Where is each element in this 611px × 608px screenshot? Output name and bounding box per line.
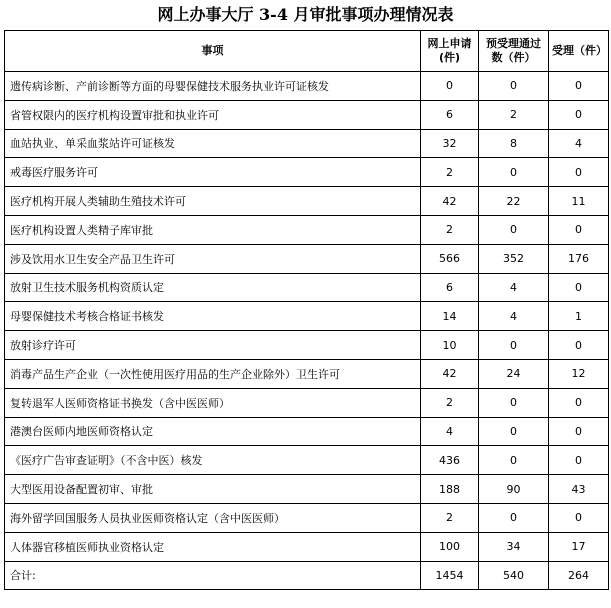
online-count: 0 xyxy=(421,72,479,101)
item-name: 医疗机构开展人类辅助生殖技术许可 xyxy=(5,187,421,216)
table-row xyxy=(5,417,609,446)
table-row xyxy=(5,388,609,417)
header-item: 事项 xyxy=(5,31,421,72)
table-row xyxy=(5,532,609,561)
pre-accepted-count: 0 xyxy=(479,446,549,475)
table-row xyxy=(5,244,609,273)
online-count: 42 xyxy=(421,359,479,388)
item-name: 消毒产品生产企业（一次性使用医疗用品的生产企业除外）卫生许可 xyxy=(5,359,421,388)
online-count: 100 xyxy=(421,532,479,561)
accepted-count: 264 xyxy=(549,561,609,590)
table-row xyxy=(5,158,609,187)
accepted-count: 0 xyxy=(549,273,609,302)
online-count: 2 xyxy=(421,215,479,244)
pre-accepted-count: 4 xyxy=(479,302,549,331)
online-count: 566 xyxy=(421,244,479,273)
item-name: 母婴保健技术考核合格证书核发 xyxy=(5,302,421,331)
header-online-applications: 网上申请(件) xyxy=(421,31,479,72)
pre-accepted-count: 24 xyxy=(479,359,549,388)
pre-accepted-count: 90 xyxy=(479,475,549,504)
total-label: 合计: xyxy=(5,561,421,590)
online-count: 14 xyxy=(421,302,479,331)
item-name: 人体器官移植医师执业资格认定 xyxy=(5,532,421,561)
table-row xyxy=(5,302,609,331)
online-count: 2 xyxy=(421,503,479,532)
item-name: 海外留学回国服务人员执业医师资格认定（含中医医师） xyxy=(5,503,421,532)
approval-table xyxy=(4,30,609,590)
table-row xyxy=(5,503,609,532)
online-count: 6 xyxy=(421,273,479,302)
accepted-count: 12 xyxy=(549,359,609,388)
accepted-count: 43 xyxy=(549,475,609,504)
pre-accepted-count: 0 xyxy=(479,158,549,187)
accepted-count: 1 xyxy=(549,302,609,331)
item-name: 复转退军人医师资格证书换发（含中医医师） xyxy=(5,388,421,417)
accepted-count: 0 xyxy=(549,331,609,360)
table-row xyxy=(5,100,609,129)
table-row xyxy=(5,273,609,302)
accepted-count: 0 xyxy=(549,158,609,187)
table-title: 网上办事大厅 3-4 月审批事项办理情况表 xyxy=(157,5,454,24)
item-name: 大型医用设备配置初审、审批 xyxy=(5,475,421,504)
accepted-count: 176 xyxy=(549,244,609,273)
item-name: 放射诊疗许可 xyxy=(5,331,421,360)
table-row xyxy=(5,187,609,216)
pre-accepted-count: 540 xyxy=(479,561,549,590)
item-name: 放射卫生技术服务机构资质认定 xyxy=(5,273,421,302)
accepted-count: 17 xyxy=(549,532,609,561)
item-name: 医疗机构设置人类精子库审批 xyxy=(5,215,421,244)
header-pre-accepted: 预受理通过数（件） xyxy=(479,31,549,72)
online-count: 2 xyxy=(421,388,479,417)
online-count: 32 xyxy=(421,129,479,158)
online-count: 188 xyxy=(421,475,479,504)
accepted-count: 0 xyxy=(549,446,609,475)
header-accepted: 受理（件） xyxy=(549,31,609,72)
item-name: 遗传病诊断、产前诊断等方面的母婴保健技术服务执业许可证核发 xyxy=(5,72,421,101)
item-name: 涉及饮用水卫生安全产品卫生许可 xyxy=(5,244,421,273)
pre-accepted-count: 0 xyxy=(479,503,549,532)
item-name: 港澳台医师内地医师资格认定 xyxy=(5,417,421,446)
accepted-count: 4 xyxy=(549,129,609,158)
pre-accepted-count: 22 xyxy=(479,187,549,216)
online-count: 1454 xyxy=(421,561,479,590)
item-name: 省管权限内的医疗机构设置审批和执业许可 xyxy=(5,100,421,129)
pre-accepted-count: 4 xyxy=(479,273,549,302)
pre-accepted-count: 0 xyxy=(479,72,549,101)
online-count: 4 xyxy=(421,417,479,446)
pre-accepted-count: 352 xyxy=(479,244,549,273)
accepted-count: 0 xyxy=(549,100,609,129)
pre-accepted-count: 8 xyxy=(479,129,549,158)
pre-accepted-count: 0 xyxy=(479,215,549,244)
table-row xyxy=(5,129,609,158)
online-count: 2 xyxy=(421,158,479,187)
accepted-count: 0 xyxy=(549,215,609,244)
table-row xyxy=(5,359,609,388)
pre-accepted-count: 34 xyxy=(479,532,549,561)
item-name: 戒毒医疗服务许可 xyxy=(5,158,421,187)
online-count: 42 xyxy=(421,187,479,216)
table-row xyxy=(5,72,609,101)
accepted-count: 0 xyxy=(549,503,609,532)
table-row xyxy=(5,446,609,475)
accepted-count: 11 xyxy=(549,187,609,216)
table-row xyxy=(5,215,609,244)
table-row xyxy=(5,475,609,504)
pre-accepted-count: 2 xyxy=(479,100,549,129)
online-count: 10 xyxy=(421,331,479,360)
item-name: 血站执业、单采血浆站许可证核发 xyxy=(5,129,421,158)
online-count: 6 xyxy=(421,100,479,129)
accepted-count: 0 xyxy=(549,417,609,446)
pre-accepted-count: 0 xyxy=(479,388,549,417)
table-row xyxy=(5,331,609,360)
item-name: 《医疗广告审查证明》（不含中医）核发 xyxy=(5,446,421,475)
accepted-count: 0 xyxy=(549,388,609,417)
total-row xyxy=(5,561,609,590)
pre-accepted-count: 0 xyxy=(479,331,549,360)
online-count: 436 xyxy=(421,446,479,475)
accepted-count: 0 xyxy=(549,72,609,101)
pre-accepted-count: 0 xyxy=(479,417,549,446)
header-row xyxy=(5,31,609,72)
